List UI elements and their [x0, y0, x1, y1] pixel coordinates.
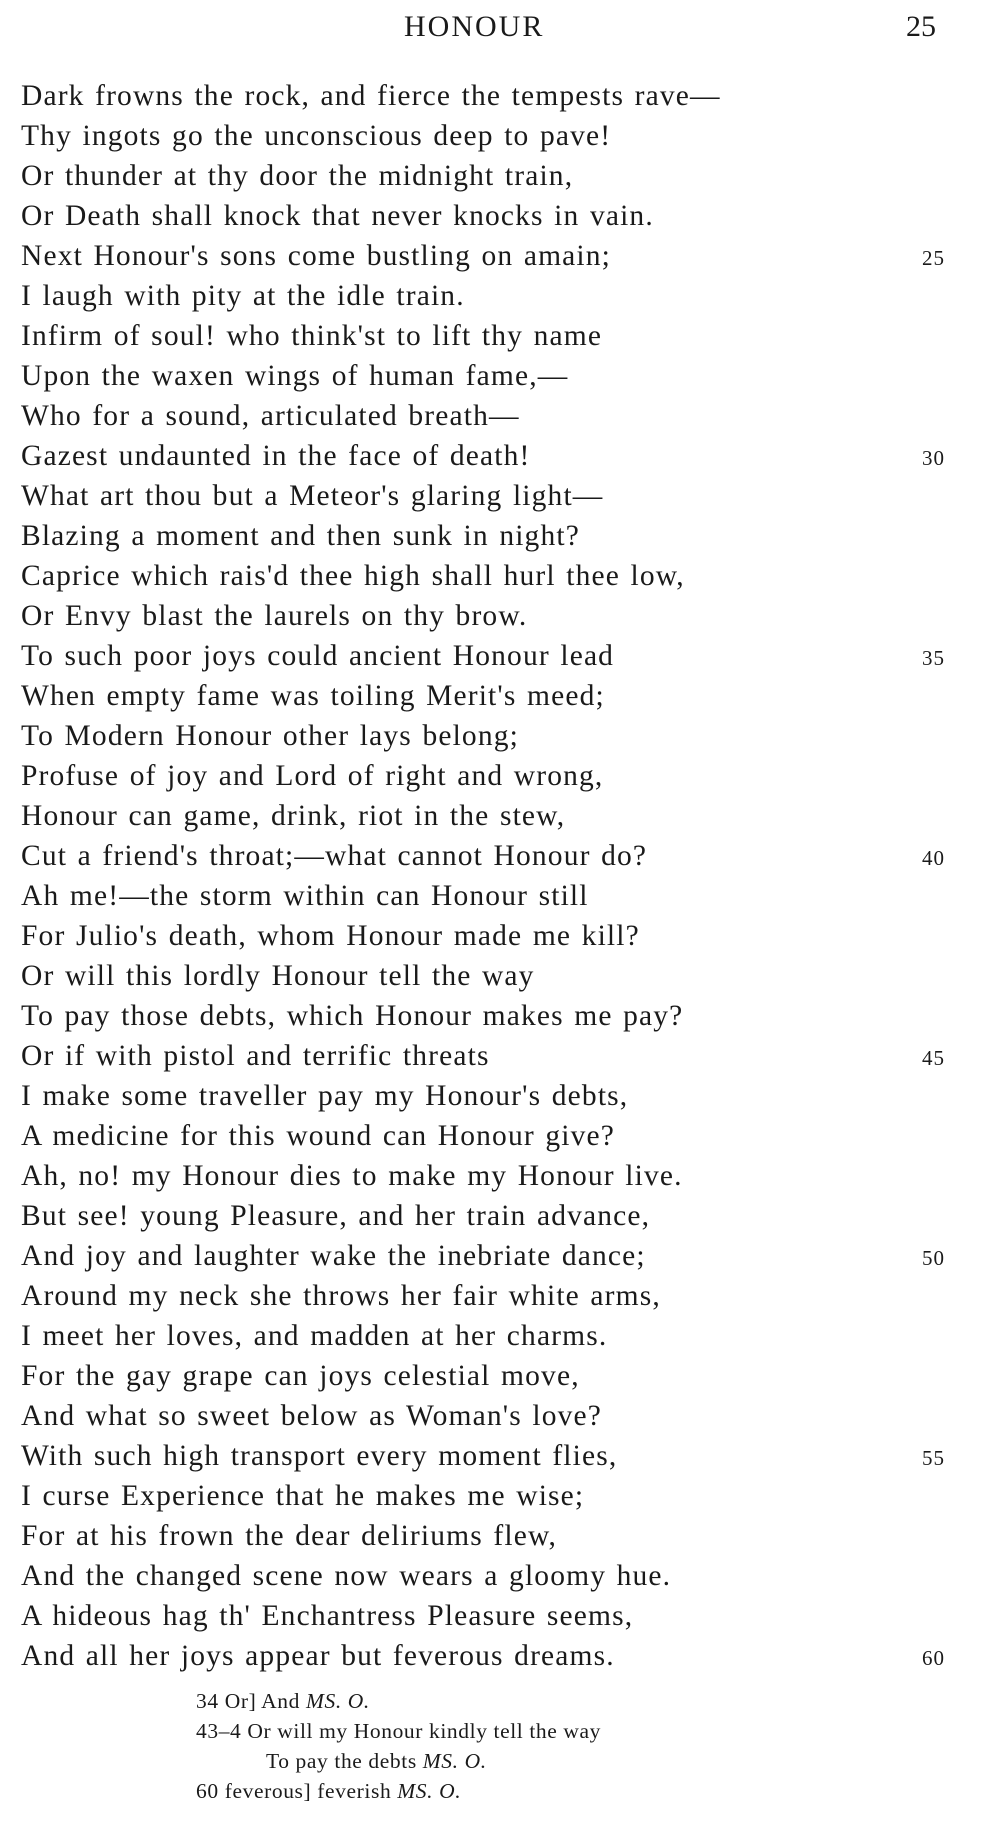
verse-line-text: Dark frowns the rock, and fierce the tempests rave—	[21, 80, 721, 112]
footnote-text: Or] And	[224, 1689, 300, 1713]
verse-line	[0, 1156, 1000, 1196]
verse-line-text: I curse Experience that he makes me wise;	[21, 1480, 585, 1512]
verse-line-text: Infirm of soul! who think'st to lift thy name	[21, 320, 603, 352]
verse-line	[0, 516, 1000, 556]
footnote-source: MS. O.	[305, 1689, 370, 1713]
line-number: 55	[922, 1446, 945, 1470]
footnote	[196, 1746, 896, 1776]
verse-line-text: Or Envy blast the laurels on thy brow.	[21, 600, 528, 632]
verse-line-text: To Modern Honour other lays belong;	[21, 720, 519, 752]
verse-line-text: But see! young Pleasure, and her train advance,	[21, 1200, 651, 1232]
verse-line-text: A medicine for this wound can Honour give?	[21, 1120, 615, 1152]
verse-line-text: Ah me!—the storm within can Honour still	[21, 880, 589, 912]
verse-line-text: I meet her loves, and madden at her charms.	[21, 1320, 608, 1352]
footnote	[196, 1716, 896, 1746]
verse-line	[0, 556, 1000, 596]
verse-line-text: Caprice which rais'd thee high shall hurl thee low,	[21, 560, 685, 592]
verse-line	[0, 76, 1000, 116]
running-head	[0, 10, 1000, 50]
verse-line	[0, 116, 1000, 156]
verse-line	[0, 236, 1000, 276]
poem-verse	[0, 76, 1000, 1676]
line-number: 50	[922, 1246, 945, 1270]
footnote-text: To pay the debts	[266, 1749, 417, 1773]
verse-line-text: Or thunder at thy door the midnight train,	[21, 160, 574, 192]
verse-line-text: Or if with pistol and terrific threats	[21, 1040, 490, 1072]
verse-line	[0, 1316, 1000, 1356]
verse-line	[0, 1476, 1000, 1516]
verse-line-text: I laugh with pity at the idle train.	[21, 280, 465, 312]
line-number: 45	[922, 1046, 945, 1070]
verse-line	[0, 396, 1000, 436]
verse-line	[0, 1596, 1000, 1636]
verse-line	[0, 1076, 1000, 1116]
verse-line-text: What art thou but a Meteor's glaring light—	[21, 480, 604, 512]
verse-line-text: Honour can game, drink, riot in the stew,	[21, 800, 566, 832]
verse-line-text: Ah, no! my Honour dies to make my Honour live.	[21, 1160, 683, 1192]
verse-line	[0, 1436, 1000, 1476]
verse-line-text: Or Death shall knock that never knocks in vain.	[21, 200, 654, 232]
verse-line-text: I make some traveller pay my Honour's debts,	[21, 1080, 629, 1112]
verse-line	[0, 196, 1000, 236]
verse-line	[0, 916, 1000, 956]
verse-line-text: Profuse of joy and Lord of right and wrong,	[21, 760, 604, 792]
verse-line-text: Or will this lordly Honour tell the way	[21, 960, 535, 992]
verse-line-text: And what so sweet below as Woman's love?	[21, 1400, 603, 1432]
verse-line-text: To pay those debts, which Honour makes me pay?	[21, 1000, 684, 1032]
line-number: 35	[922, 646, 945, 670]
verse-line	[0, 1556, 1000, 1596]
verse-line-text: And the changed scene now wears a gloomy hue.	[21, 1560, 672, 1592]
verse-line	[0, 436, 1000, 476]
verse-line	[0, 1036, 1000, 1076]
verse-line-text: Blazing a moment and then sunk in night?	[21, 520, 580, 552]
footnote-text: feverous] feverish	[224, 1779, 392, 1803]
verse-line-text: With such high transport every moment flies,	[21, 1440, 618, 1472]
footnote-text: Or will my Honour kindly tell the way	[247, 1719, 602, 1743]
footnote-source: MS. O.	[422, 1749, 487, 1773]
verse-line-text: A hideous hag th' Enchantress Pleasure seems,	[21, 1600, 634, 1632]
running-title: HONOUR	[404, 10, 545, 43]
verse-line	[0, 476, 1000, 516]
verse-line-text: For Julio's death, whom Honour made me kill?	[21, 920, 640, 952]
page-number: 25	[906, 10, 936, 43]
verse-line	[0, 956, 1000, 996]
line-number: 60	[922, 1646, 945, 1670]
verse-line	[0, 1196, 1000, 1236]
verse-line-text: To such poor joys could ancient Honour lead	[21, 640, 615, 672]
footnote-source: MS. O.	[397, 1779, 462, 1803]
line-number: 25	[922, 246, 945, 270]
verse-line	[0, 636, 1000, 676]
line-number: 40	[922, 846, 945, 870]
footnote-reference: 34	[196, 1689, 219, 1713]
verse-line	[0, 1236, 1000, 1276]
verse-line-text: And all her joys appear but feverous dreams.	[21, 1640, 615, 1672]
verse-line	[0, 596, 1000, 636]
footnote	[196, 1686, 896, 1716]
verse-line	[0, 276, 1000, 316]
verse-line-text: For at his frown the dear deliriums flew,	[21, 1520, 558, 1552]
verse-line	[0, 1276, 1000, 1316]
footnote-reference: 43–4	[196, 1719, 242, 1743]
verse-line	[0, 1636, 1000, 1676]
verse-line-text: Who for a sound, articulated breath—	[21, 400, 520, 432]
verse-line	[0, 876, 1000, 916]
verse-line	[0, 1516, 1000, 1556]
verse-line	[0, 716, 1000, 756]
verse-line	[0, 1356, 1000, 1396]
verse-line-text: Upon the waxen wings of human fame,—	[21, 360, 569, 392]
verse-line	[0, 1116, 1000, 1156]
footnote-reference: 60	[196, 1779, 219, 1803]
verse-line-text: Next Honour's sons come bustling on amain;	[21, 240, 612, 272]
verse-line-text: Gazest undaunted in the face of death!	[21, 440, 531, 472]
verse-line-text: Thy ingots go the unconscious deep to pave!	[21, 120, 612, 152]
verse-line-text: Around my neck she throws her fair white arms,	[21, 1280, 661, 1312]
verse-line-text: And joy and laughter wake the inebriate dance;	[21, 1240, 646, 1272]
verse-line	[0, 156, 1000, 196]
verse-line	[0, 796, 1000, 836]
verse-line	[0, 1396, 1000, 1436]
footnotes	[196, 1686, 896, 1806]
line-number: 30	[922, 446, 945, 470]
verse-line-text: For the gay grape can joys celestial move,	[21, 1360, 580, 1392]
verse-line	[0, 316, 1000, 356]
verse-line-text: Cut a friend's throat;—what cannot Honour do?	[21, 840, 648, 872]
footnote	[196, 1776, 896, 1806]
verse-line	[0, 756, 1000, 796]
verse-line	[0, 836, 1000, 876]
verse-line	[0, 356, 1000, 396]
verse-line-text: When empty fame was toiling Merit's meed;	[21, 680, 605, 712]
verse-line	[0, 996, 1000, 1036]
verse-line	[0, 676, 1000, 716]
